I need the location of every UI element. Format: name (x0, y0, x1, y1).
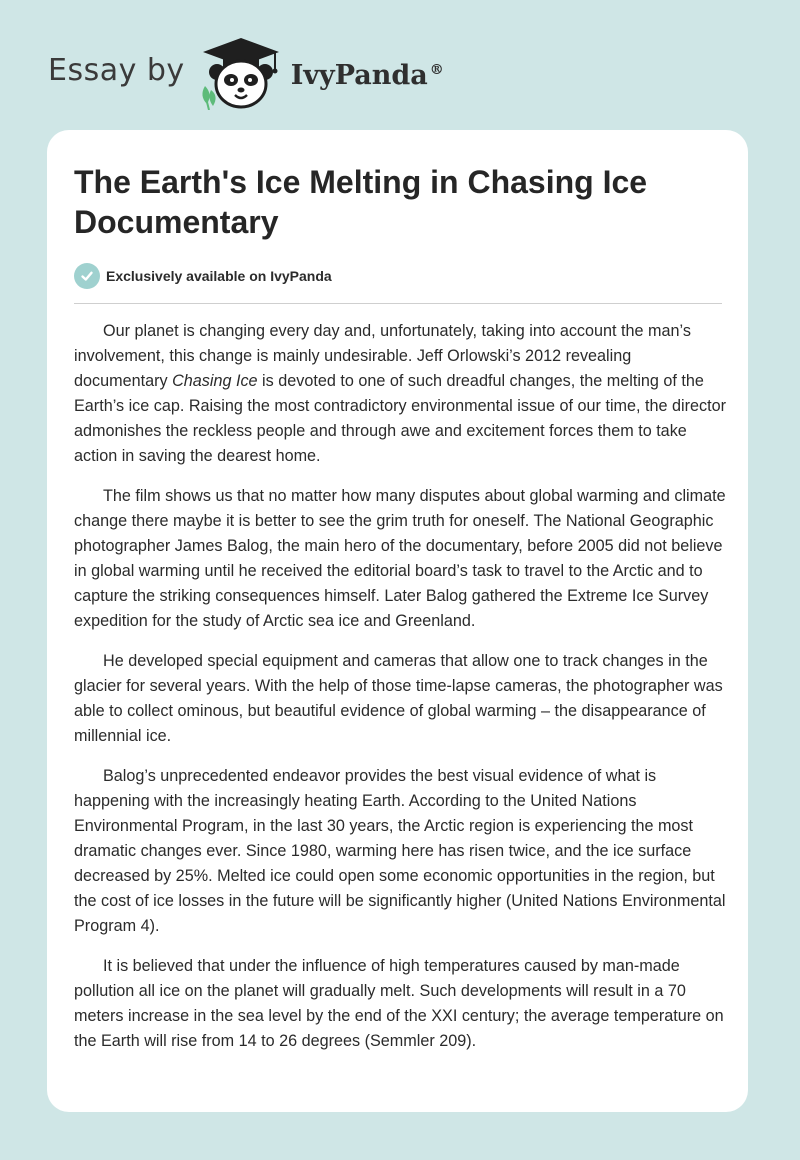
exclusive-badge (74, 263, 332, 289)
paragraph-5: It is believed that under the influence of high temperatures caused by man-made pollution all ice on the planet will gradually melt. Such developments will result in a 70 meters increase in the sea level by the end of the XXI century; the average temperature on the Earth will rise from 14 to 26 degrees (Semmler 209). (74, 957, 724, 1050)
essay-title: The Earth's Ice Melting in Chasing Ice Documentary (74, 164, 648, 240)
brand-name[interactable]: IvyPanda ® (290, 59, 444, 91)
paragraph-2: The film shows us that no matter how many disputes about global warming and climate change there maybe it is better to see the grim truth for oneself. The National Geographic photographer James Balog, the main hero of the documentary, before 2005 did not believe in global warming until he received the editorial board’s task to travel to the Arctic and to capture the striking consequences himself. Later Balog gathered the Extreme Ice Survey expedition for the study of Arctic sea ice and Greenland. (74, 487, 726, 630)
paragraph-4: Balog’s unprecedented endeavor provides the best visual evidence of what is happening with the increasingly heating Earth. According to the United Nations Environmental Program, in the last 30 years, the Arctic region is experiencing the most dramatic changes ever. Since 1980, warming here has risen twice, and the ice surface decreased by 25%. Melted ice could open some economic opportunities in the region, but the cost of ice losses in the future will be significantly higher (United Nations Environmental Program 4). (74, 767, 726, 935)
paragraph-3: He developed special equipment and cameras that allow one to track changes in the glacier for several years. With the help of those time-lapse cameras, the photographer was able to collect ominous, but beautiful evidence of global warming – the disappearance of millennial ice. (74, 652, 723, 745)
essay-by-label: Essay by (48, 52, 185, 88)
essay-body (74, 319, 726, 1069)
essay-card (47, 130, 748, 1112)
divider (74, 303, 722, 304)
panda-graduate-logo-icon (197, 36, 285, 110)
site-header (48, 36, 444, 110)
check-circle-icon (74, 263, 100, 289)
film-title: Chasing Ice (172, 372, 258, 390)
exclusive-label: Exclusively available on IvyPanda (106, 268, 332, 284)
paragraph-1: Our planet is changing every day and, unfortunately, taking into account the man’s involvement, this change is mainly undesirable. Jeff Orlowski’s 2012 revealing documentary Chasing Ice is devoted to one of such dreadful changes, the melting of the Earth’s ice cap. Raising the most contradictory environmental issue of our time, the director admonishes the reckless people and through awe and excitement forces them to take action in saving the dearest home. (74, 322, 726, 465)
registered-mark: ® (429, 61, 444, 78)
